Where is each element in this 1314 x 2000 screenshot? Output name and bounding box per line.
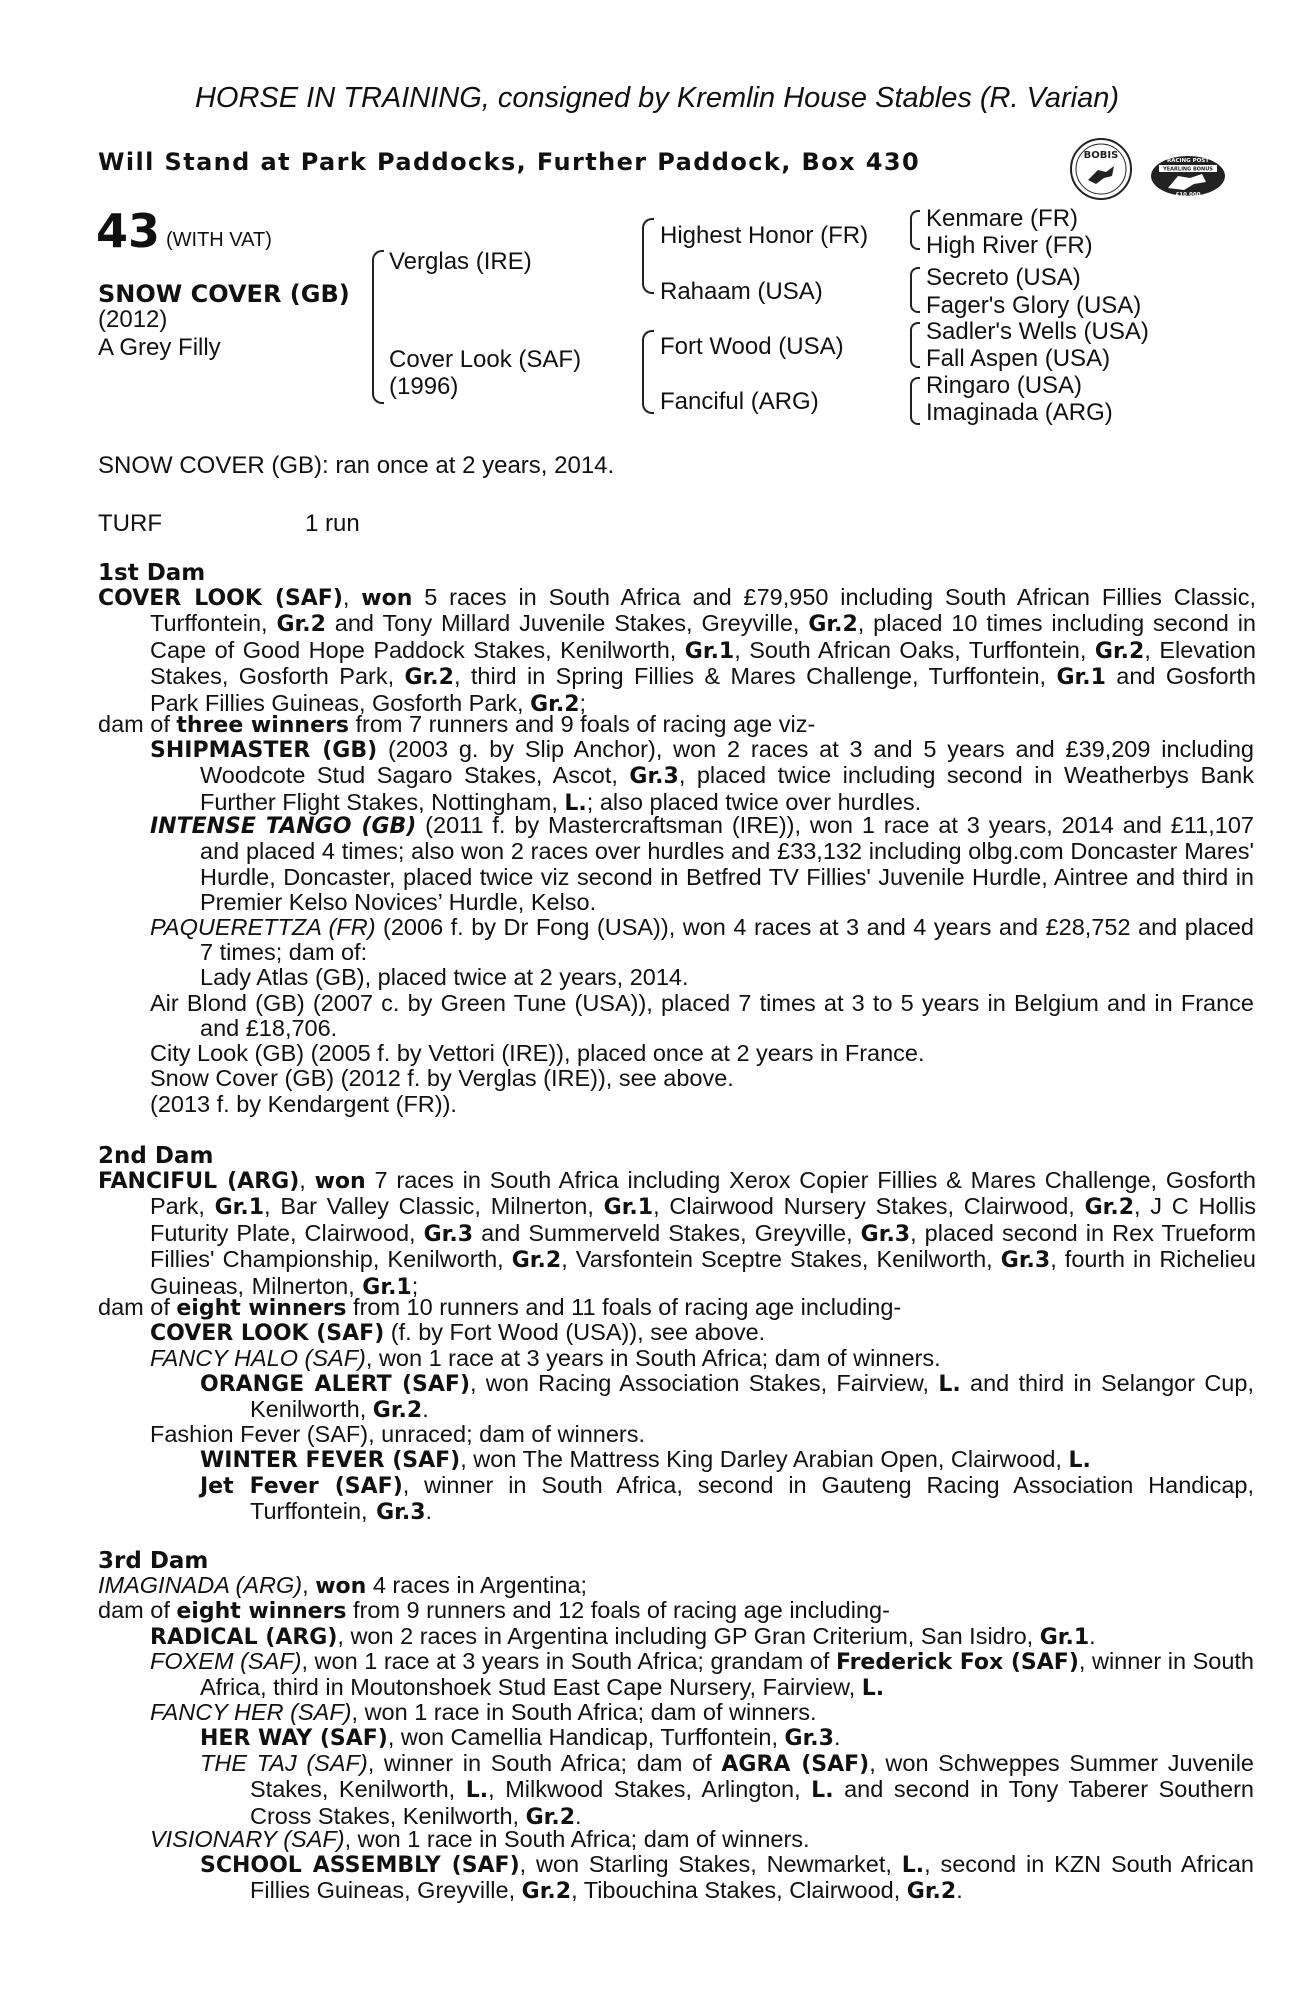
text: (2011 f. by Mastercraftsman (IRE)), won 1 race at 3 years, 2014 and £11,107 and placed 4 times; also won 2 races over hurdles and £33,132 including olbg.com Doncaster Mares' Hurdle, Doncaster, placed twice viz second in Betfred TV Fillies' Juvenile Hurdle, Aintree and third in Premier Kelso Novices’ Hurdle, Kelso. [200,812,1254,916]
turf-value: 1 run [305,510,360,537]
text: 4 races in Argentina; [366,1572,588,1598]
pedigree-brace [910,322,920,368]
dam-name: COVER LOOK (SAF) [98,586,343,611]
great-grandparent: Imaginada (ARG) [926,399,1113,426]
rp-logo-top-text: RACING POST [1166,158,1210,164]
grade: Gr.3 [784,1726,834,1751]
produce-entry [200,1751,1254,1830]
text: 7 races in South Africa including Xerox Copier Fillies & Mares Challenge, Gosforth Park, [150,1167,1256,1220]
grade: Gr.2 [530,691,580,717]
grade: Gr.2 [1084,1195,1134,1221]
second-dam-heading: 2nd Dam [98,1143,214,1169]
produce-name: THE TAJ (SAF) [200,1750,368,1776]
rp-logo-amount: £10,000 [1175,192,1201,198]
text: , won Starling Stakes, Newmarket, [519,1851,902,1877]
third-dam-heading: 3rd Dam [98,1548,209,1574]
pedigree-brace [910,377,920,425]
text: , won 1 race at 3 years in South Africa; grandam of [301,1648,836,1674]
grade: Gr.1 [214,1195,265,1221]
winners-count: eight winners [176,1599,347,1624]
text: (2003 g. by Slip Anchor), won 2 races at 3 and 5 years and £39,209 including Woodcote Stud Sagaro Stakes, Ascot, [200,736,1254,789]
text: , won Camellia Handicap, Turffontein, [387,1724,785,1750]
entry-text: and Tony Millard Juvenile Stakes, Greyville, [325,610,809,637]
produce-name: PAQUERETTZA (FR) [150,914,376,940]
text: dam of [98,711,177,737]
text: , fourth in Richelieu Guineas, Milnerton, [150,1246,1256,1299]
turf-label: TURF [98,510,162,537]
listed: L. [465,1778,489,1804]
produce-name: AGRA (SAF) [721,1752,870,1777]
produce-entry: City Look (GB) (2005 f. by Vettori (IRE)), placed once at 2 years in France. [150,1040,925,1066]
produce-entry [200,1371,1254,1424]
listed: L. [1068,1448,1091,1473]
winners-count: three winners [176,713,349,738]
grade: Gr.2 [1094,638,1145,664]
dam-year: (1996) [389,373,459,400]
dam-name: IMAGINADA (ARG) [98,1572,303,1598]
produce-entry: Fashion Fever (SAF), unraced; dam of winners. [150,1421,646,1447]
produce-name: ORANGE ALERT (SAF) [200,1372,470,1397]
great-grandparent: Sadler's Wells (USA) [926,318,1149,345]
grade: Gr.3 [423,1221,474,1247]
granddam: Rahaam (USA) [660,278,823,305]
grade: Gr.1 [1039,1625,1090,1650]
race-record-summary: SNOW COVER (GB): ran once at 2 years, 2014. [98,452,615,479]
produce-entry [150,1827,1254,1852]
grade: Gr.2 [808,612,858,638]
produce-entry: Air Blond (GB) (2007 c. by Green Tune (USA)), placed 7 times at 3 to 5 years in Belgium and in France and £18,706. [150,990,1254,1042]
listed: L. [811,1778,834,1804]
produce-entry [150,1700,1254,1725]
text: . [1089,1623,1096,1649]
second-dam-produce-summary [98,1295,1204,1321]
great-grandparent: Fager's Glory (USA) [926,292,1142,319]
second-dam-entry: FANCIFUL (ARG), won 7 races in South Africa including Xerox Copier Fillies & Mares Challenge, Gosforth Park, Gr.1, Bar Valley Classic, Milnerton, Gr.1, Clairwood Nursery Stakes, Clairwood, Gr.2, J C Hollis Futurity Plate, Clairwood, Gr.3 and Summerveld Stakes, Greyville, Gr.3, placed second in Rex Trueform Fillies' Championship, Kenilworth, Gr.2, Varsfontein Sceptre Stakes, Kenilworth, Gr.3, fourth in Richelieu Guineas, Milnerton, Gr.1; [98,1167,1256,1300]
text: . [425,1498,433,1525]
grade: Gr.1 [603,1195,654,1221]
text: , won 1 race in South Africa; dam of winners. [351,1699,817,1725]
dam-name: FANCIFUL (ARG) [98,1169,300,1194]
grade: Gr.2 [276,612,326,638]
text: , Varsfontein Sceptre Stakes, Kenilworth, [561,1246,1001,1273]
produce-entry [150,1346,1254,1371]
produce-name: HER WAY (SAF) [200,1726,388,1751]
rp-logo-mid-text: YEARLING BONUS [1163,166,1213,173]
text: , second in KZN South African Fillies Guineas, Greyville, [250,1851,1255,1904]
produce-entry: Snow Cover (GB) (2012 f. by Verglas (IRE)), see above. [150,1065,734,1091]
won-label: won [314,1169,366,1194]
text: , Tibouchina Stakes, Clairwood, [571,1877,907,1904]
produce-entry [150,1649,1254,1702]
listed: L. [901,1853,925,1878]
entry-text: and Gosforth Park Fillies Guineas, Gosforth Park, [150,663,1256,716]
listed: L. [861,1676,885,1702]
produce-name: FOXEM (SAF) [150,1648,302,1674]
page-title: HORSE IN TRAINING, consigned by Kremlin House Stables (R. Varian) [194,82,1120,114]
third-dam-entry [98,1573,1204,1599]
produce-entry: Lady Atlas (GB), placed twice at 2 years, 2014. [200,964,689,990]
great-grandparent: Kenmare (FR) [926,205,1079,232]
won-label: won [315,1574,367,1599]
text: , winner in South Africa, third in Moutonshoek Stud East Cape Nursery, Fairview, [200,1648,1254,1701]
dam-dam: Fanciful (ARG) [660,388,819,415]
grade: Gr.2 [525,1804,576,1830]
produce-entry [200,1852,1254,1905]
text: , won 1 race at 3 years in South Africa; dam of winners. [365,1345,941,1371]
text: from 10 runners and 11 foals of racing age including- [346,1294,902,1320]
great-grandparent: Fall Aspen (USA) [926,345,1111,372]
text: dam of [98,1597,177,1623]
bobis-logo [1068,136,1134,202]
listed: L. [938,1372,961,1397]
text: and second in Tony Taberer Southern Cross Stakes, Kenilworth, [250,1776,1254,1829]
winners-count: eight winners [176,1296,347,1321]
produce-name: WINTER FEVER (SAF) [200,1448,461,1473]
produce-name: INTENSE TANGO (GB) [150,814,417,839]
grade: Gr.3 [376,1500,426,1526]
text: ; also placed twice over hurdles. [586,788,922,815]
produce-name: VISIONARY (SAF) [150,1826,345,1852]
entry-text: , South African Oaks, Turffontein, [734,636,1095,663]
grade: Gr.3 [1000,1248,1051,1274]
text: from 9 runners and 12 foals of racing age including- [346,1597,890,1623]
entry-text: 5 races in South Africa and £79,950 including South African Fillies Classic, Turffontein, [150,584,1257,637]
text: . [956,1877,963,1904]
vat-note: (WITH VAT) [166,229,272,251]
produce-entry [200,1473,1254,1526]
text: and Summerveld Stakes, Greyville, [473,1219,861,1246]
text: , won Schweppes Summer Juvenile Stakes, Kenilworth, [250,1750,1255,1803]
grade: Gr.1 [362,1274,412,1300]
produce-entry [150,1624,1254,1650]
text: dam of [98,1294,177,1320]
text: , winner in South Africa, second in Gauteng Racing Association Handicap, Turffontein, [250,1472,1254,1525]
horse-description: A Grey Filly [98,334,221,361]
grade: Gr.3 [860,1221,911,1247]
grade: Gr.2 [521,1879,572,1905]
dam-sire: Fort Wood (USA) [660,333,844,360]
text: . [422,1396,429,1423]
text: , placed second in Rex Trueform Fillies' Championship, Kenilworth, [150,1219,1256,1273]
text: from 7 runners and 9 foals of racing age viz- [348,711,816,737]
entry-text: , Elevation Stakes, Gosforth Park, [150,636,1256,690]
text: and third in Selangor Cup, Kenilworth, [250,1370,1254,1423]
grade: Gr.3 [629,764,679,790]
produce-name: FANCY HER (SAF) [150,1699,352,1725]
produce-entry [200,1725,1254,1751]
text: . [575,1802,582,1829]
pedigree-brace [372,250,384,404]
entry-text: , third in Spring Fillies & Mares Challenge, Turffontein, [453,663,1057,690]
dam: Cover Look (SAF) [389,346,582,373]
produce-name: Jet Fever (SAF) [200,1474,403,1499]
grandsire: Highest Honor (FR) [660,222,869,249]
produce-entry [150,737,1254,816]
entry-text: , placed 10 times including second in Cape of Good Hope Paddock Stakes, Kenilworth, [150,610,1256,663]
great-grandparent: Secreto (USA) [926,264,1081,291]
bobis-logo-text: BOBIS [1083,150,1119,161]
produce-name: SHIPMASTER (GB) [150,738,378,763]
text: , won 2 races in Argentina including GP Gran Criterium, San Isidro, [337,1623,1040,1649]
first-dam-produce-summary [98,712,1204,738]
location-line: Will Stand at Park Paddocks, Further Paddock, Box 430 [98,148,921,176]
pedigree-brace [910,267,920,313]
grade: Gr.1 [684,638,735,664]
produce-name: Frederick Fox (SAF) [835,1650,1079,1675]
pedigree-brace [910,210,920,250]
produce-entry: (2013 f. by Kendargent (FR)). [150,1091,457,1117]
text: , won The Mattress King Darley Arabian Open, Clairwood, [460,1446,1069,1472]
racing-post-bonus-logo [1150,148,1226,204]
horse-name: SNOW COVER (GB) [98,280,350,308]
grade: Gr.2 [511,1248,562,1274]
text: , won Racing Association Stakes, Fairview, [470,1370,939,1396]
first-dam-entry: COVER LOOK (SAF), won 5 races in South Africa and £79,950 including South African Fillies Classic, Turffontein, Gr.2 and Tony Millard Juvenile Stakes, Greyville, Gr.2, placed 10 times including second in Cape of Good Hope Paddock Stakes, Kenilworth, Gr.1, South African Oaks, Turffontein, Gr.2, Elevation Stakes, Gosforth Park, Gr.2, third in Spring Fillies & Mares Challenge, Turffontein, Gr.1 and Gosforth Park Fillies Guineas, Gosforth Park, Gr.2; [98,584,1257,717]
first-dam-heading: 1st Dam [98,560,206,586]
grade: Gr.2 [404,665,454,691]
pedigree-brace [642,330,654,414]
text: . [833,1724,841,1750]
produce-name: FANCY HALO (SAF) [150,1345,366,1371]
won-label: won [361,586,413,611]
grade: Gr.2 [906,1879,957,1905]
text: , won 1 race in South Africa; dam of winners. [344,1826,810,1852]
produce-entry [150,915,1254,966]
text: ; [411,1272,419,1299]
produce-entry [150,1320,1254,1346]
produce-name: COVER LOOK (SAF) [150,1321,385,1346]
great-grandparent: High River (FR) [926,232,1093,259]
produce-name: SCHOOL ASSEMBLY (SAF) [200,1853,520,1878]
listed: L. [564,790,587,816]
produce-entry [200,1447,1254,1473]
text: (2006 f. by Dr Fong (USA)), won 4 races at 3 and 4 years and £28,752 and placed 7 times; dam of: [200,914,1254,966]
third-dam-produce-summary [98,1598,1204,1624]
text: , winner in South Africa; dam of [367,1750,722,1776]
entry-text: ; [579,689,587,716]
grade: Gr.1 [1056,665,1106,691]
text: , J C Hollis Futurity Plate, Clairwood, [150,1193,1256,1246]
text: , Milkwood Stakes, Arlington, [488,1776,812,1803]
pedigree-brace [642,218,654,294]
text: , placed twice including second in Weatherbys Bank Further Flight Stakes, Nottingham, [200,762,1255,815]
text: , Bar Valley Classic, Milnerton, [264,1193,604,1220]
grade: Gr.2 [372,1398,423,1424]
text: , [302,1572,316,1598]
great-grandparent: Ringaro (USA) [926,372,1083,399]
text: (f. by Fort Wood (USA)), see above. [384,1319,766,1345]
horse-year: (2012) [98,306,168,333]
lot-number: 43 [96,204,161,258]
produce-name: RADICAL (ARG) [150,1625,338,1650]
text: , Clairwood Nursery Stakes, Clairwood, [653,1193,1085,1220]
sire: Verglas (IRE) [389,248,532,275]
produce-entry [150,813,1254,916]
